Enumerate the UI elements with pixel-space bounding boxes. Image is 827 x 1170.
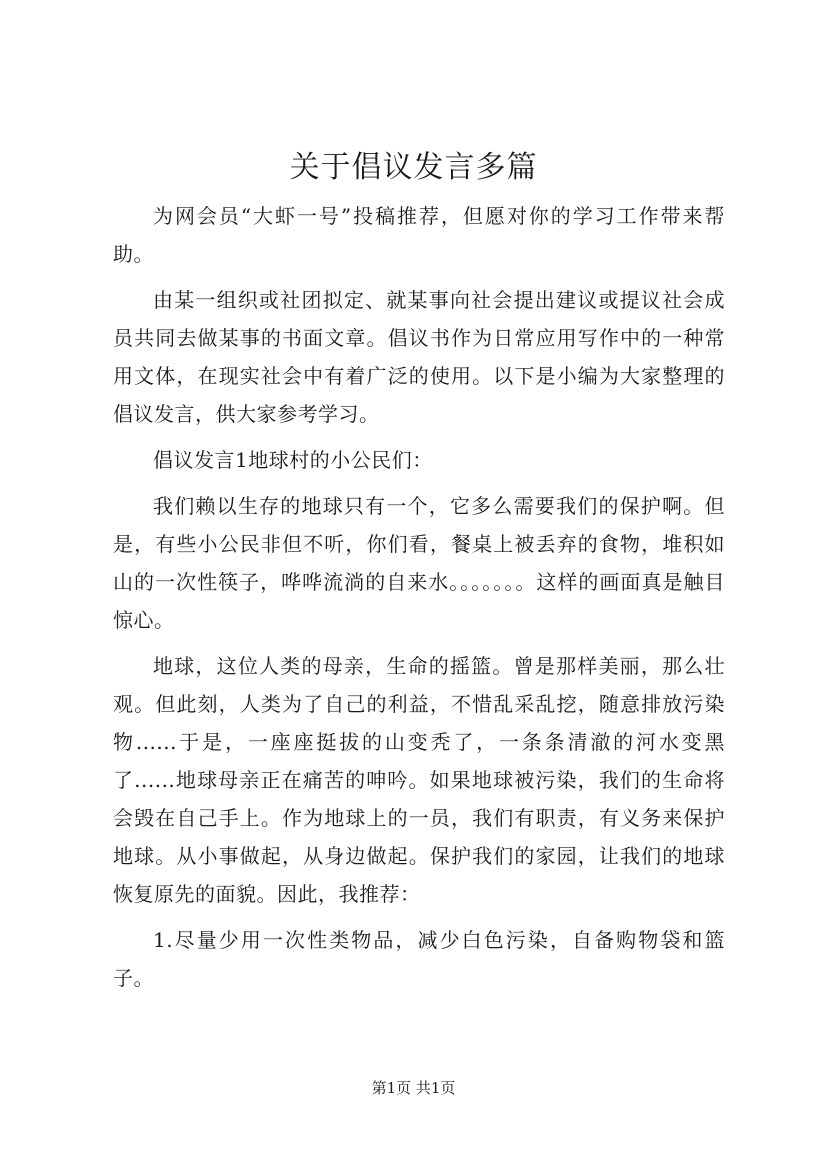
paragraph-definition: 由某一组织或社团拟定、就某事向社会提出建议或提议社会成员共同去做某事的书面文章。倡议书作为日常应用写作中的一种常用文体，在现实社会中有着广泛的使用。以下是小编为大家整理的倡议发言，供大家参考学习。 <box>113 288 725 426</box>
paragraph-heading-1: 倡议发言1地球村的小公民们： <box>153 448 433 472</box>
page-footer: 第1页 共1页 <box>371 1079 456 1097</box>
paragraph-intro: 为网会员“大虾一号”投稿推荐，但愿对你的学习工作带来帮助。 <box>113 204 725 266</box>
document-body <box>113 197 725 1005</box>
paragraph-earth-only-one: 我们赖以生存的地球只有一个，它多么需要我们的保护啊。但是，有些小公民非但不听，你们看，餐桌上被丢弃的食物，堆积如山的一次性筷子，哗哗流淌的自来水。。。。。。。这样的画面真是触目惊心。 <box>113 494 725 632</box>
page-title: 关于倡议发言多篇 <box>289 150 538 185</box>
paragraph-suggestion-1: 1.尽量少用一次性类物品，减少白色污染，自备购物袋和篮子。 <box>113 928 725 990</box>
paragraph-earth-mother: 地球，这位人类的母亲，生命的摇篮。曾是那样美丽，那么壮观。但此刻，人类为了自己的利益，不惜乱采乱挖，随意排放污染物......于是，一座座挺拔的山变秃了，一条条清澈的河水变黑了......地球母亲正在痛苦的呻吟。如果地球被污染，我们的生命将会毁在自己手上。作为地球上的一员，我们有职责，有义务来保护地球。从小事做起，从身边做起。保护我们的家园，让我们的地球恢复原先的面貌。因此，我推荐： <box>113 654 725 906</box>
